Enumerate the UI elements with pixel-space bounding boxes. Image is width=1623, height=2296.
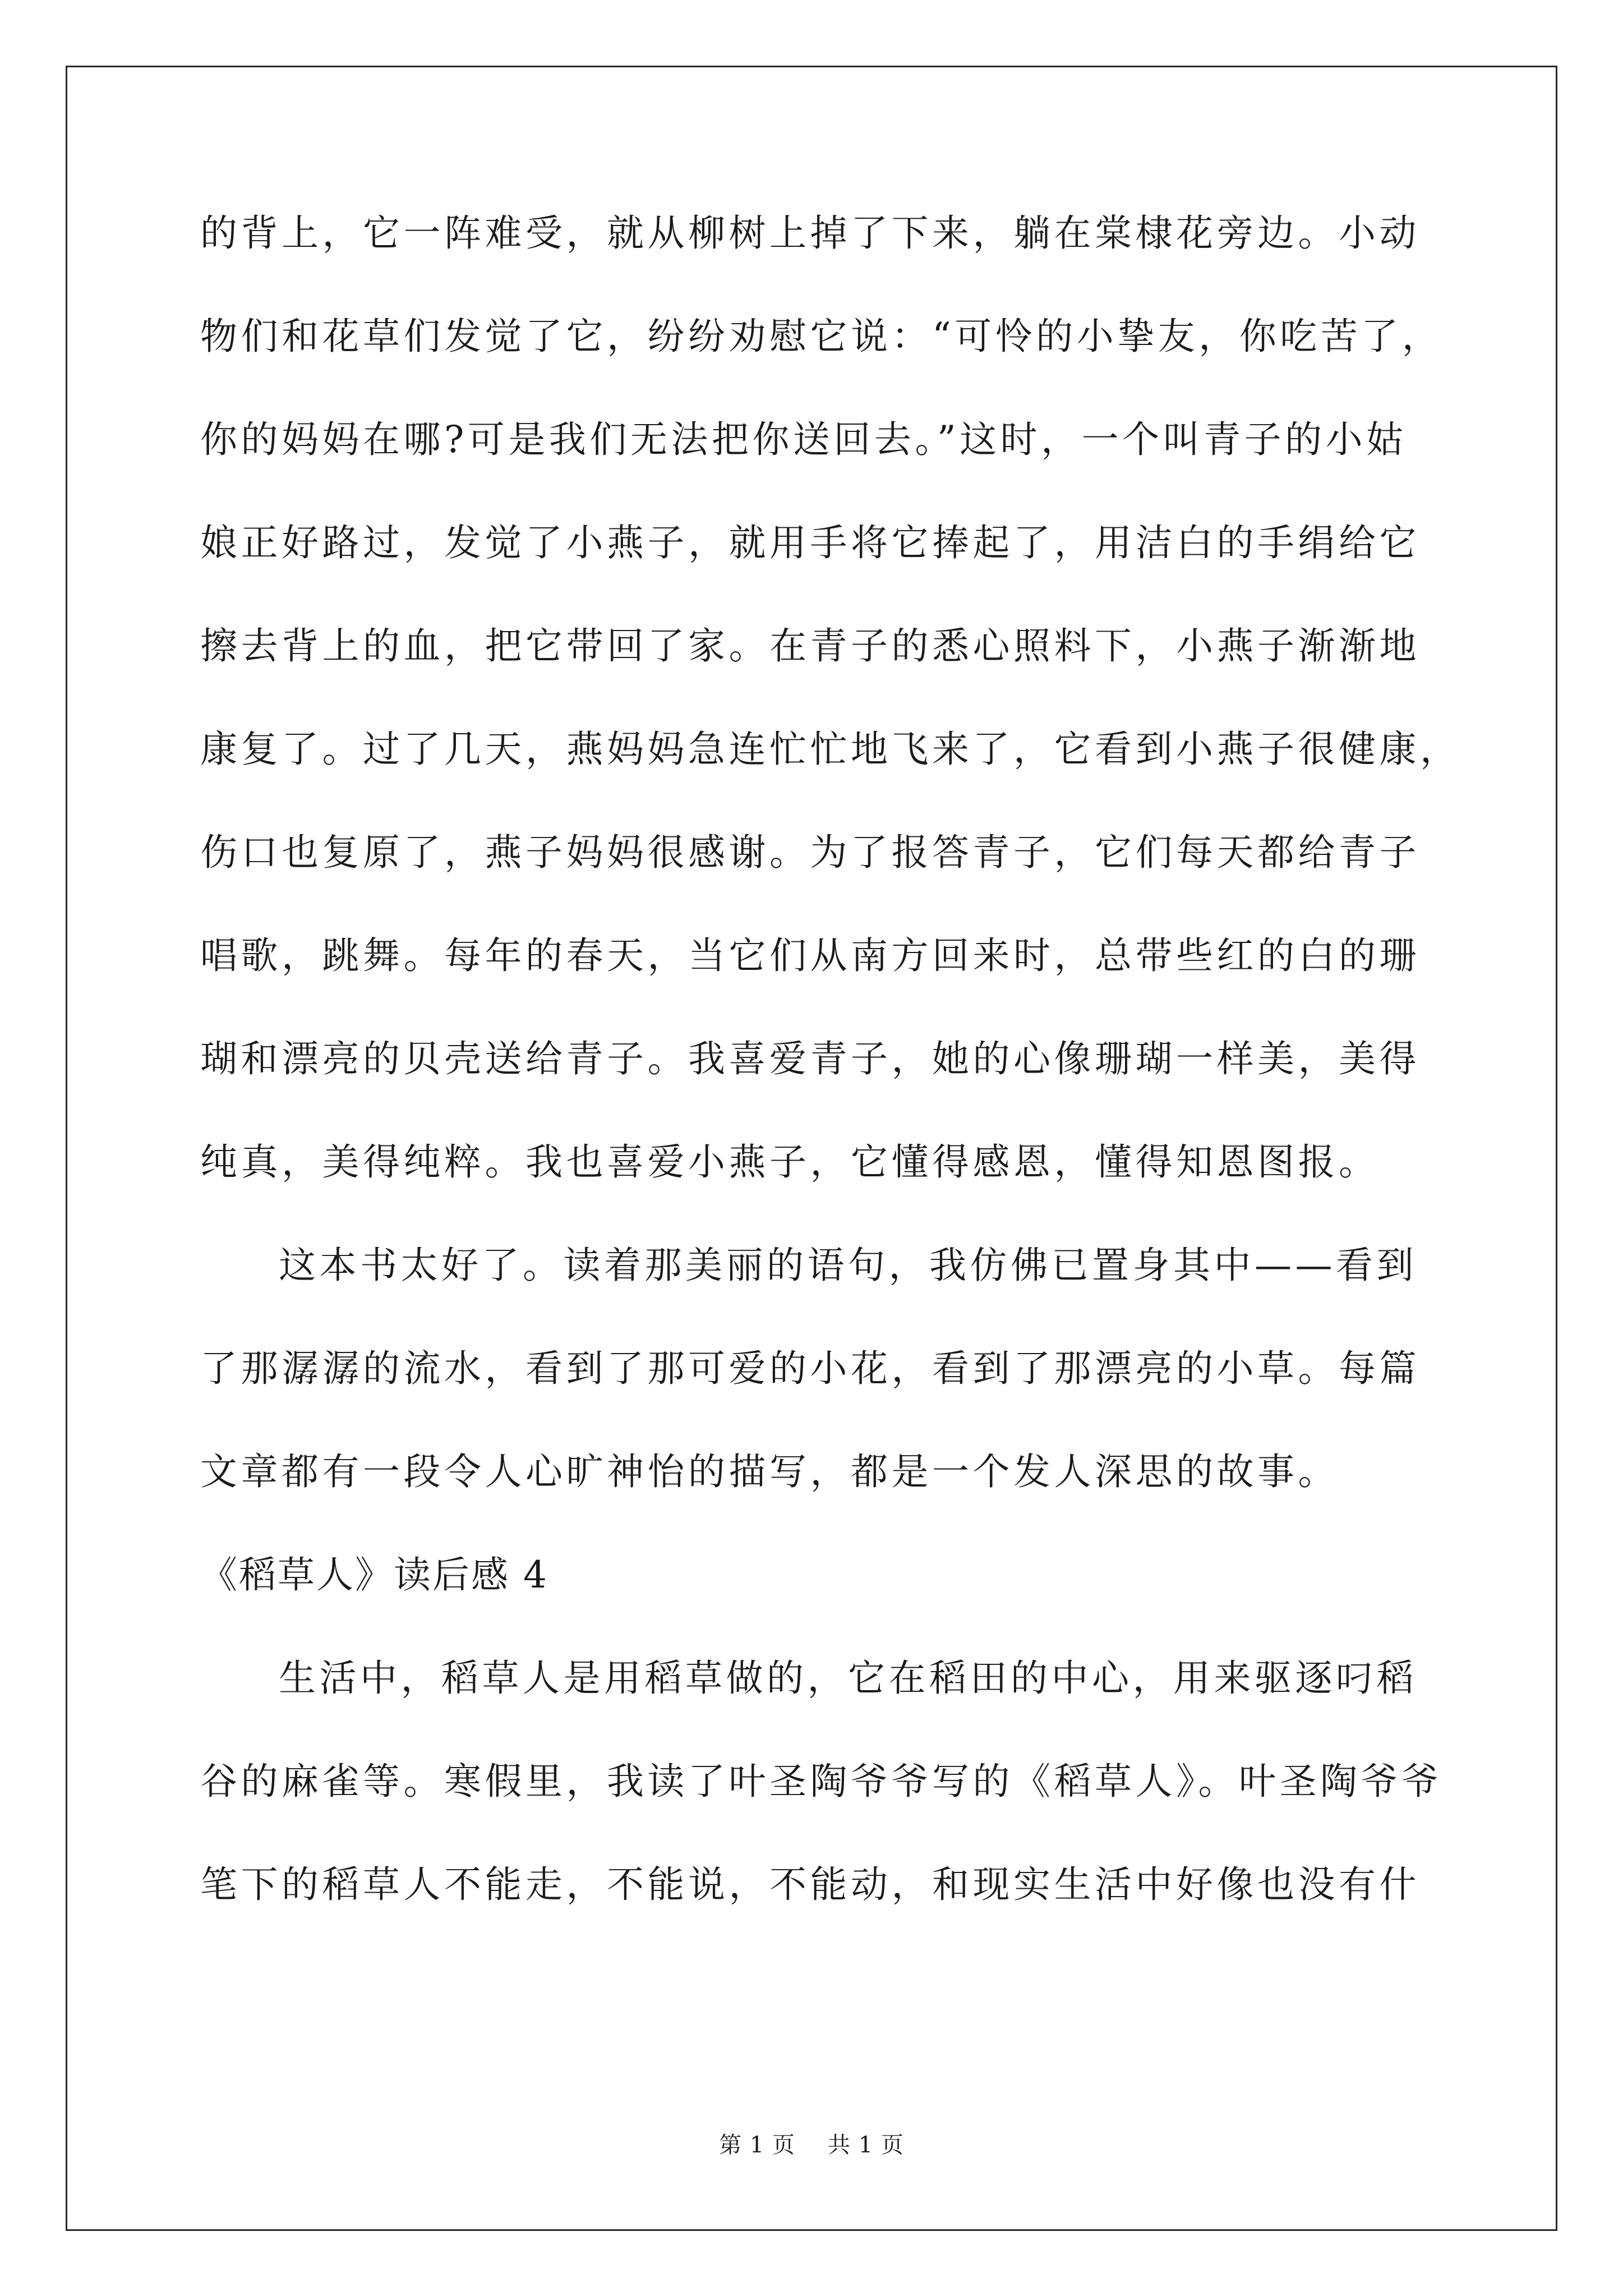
section-heading: 《稻草人》读后感 4 — [200, 1553, 548, 1596]
document-body — [200, 211, 1461, 1970]
text-line: 的背上，它一阵难受，就从柳树上掉了下来，躺在棠棣花旁边。小动 — [200, 211, 1420, 255]
text-line: 谷的麻雀等。寒假里，我读了叶圣陶爷爷写的《稻草人》。叶圣陶爷爷 — [200, 1760, 1442, 1803]
text-line: 康复了。过了几天，燕妈妈急连忙忙地飞来了，它看到小燕子很健康， — [200, 728, 1461, 771]
text-line: 瑚和漂亮的贝壳送给青子。我喜爱青子，她的心像珊瑚一样美，美得 — [200, 1037, 1420, 1080]
paragraph-start-line: 生活中，稻草人是用稻草做的，它在稻田的中心，用来驱逐叼稻 — [279, 1657, 1417, 1700]
page-footer — [0, 2134, 1623, 2156]
text-line: 擦去背上的血，把它带回了家。在青子的悉心照料下，小燕子渐渐地 — [200, 624, 1420, 668]
page-number-current: 第 1 页 — [719, 2132, 795, 2158]
page-number-total: 共 1 页 — [828, 2132, 904, 2158]
text-line: 唱歌，跳舞。每年的春天，当它们从南方回来时，总带些红的白的珊 — [200, 934, 1420, 977]
text-line: 物们和花草们发觉了它，纷纷劝慰它说：“可怜的小挚友，你吃苦了， — [200, 315, 1443, 358]
paragraph-start-line: 这本书太好了。读着那美丽的语句，我仿佛已置身其中——看到 — [279, 1244, 1417, 1287]
text-line: 文章都有一段令人心旷神怡的描写，都是一个发人深思的故事。 — [200, 1450, 1339, 1493]
text-line: 笔下的稻草人不能走，不能说，不能动，和现实生活中好像也没有什 — [200, 1863, 1420, 1906]
text-line: 纯真，美得纯粹。我也喜爱小燕子，它懂得感恩，懂得知恩图报。 — [200, 1140, 1380, 1184]
text-line: 了那潺潺的流水，看到了那可爱的小花，看到了那漂亮的小草。每篇 — [200, 1347, 1420, 1390]
text-line: 你的妈妈在哪?可是我们无法把你送回去。”这时，一个叫青子的小姑 — [200, 418, 1407, 461]
text-line: 伤口也复原了，燕子妈妈很感谢。为了报答青子，它们每天都给青子 — [200, 831, 1420, 874]
text-line: 娘正好路过，发觉了小燕子，就用手将它捧起了，用洁白的手绢给它 — [200, 521, 1420, 564]
